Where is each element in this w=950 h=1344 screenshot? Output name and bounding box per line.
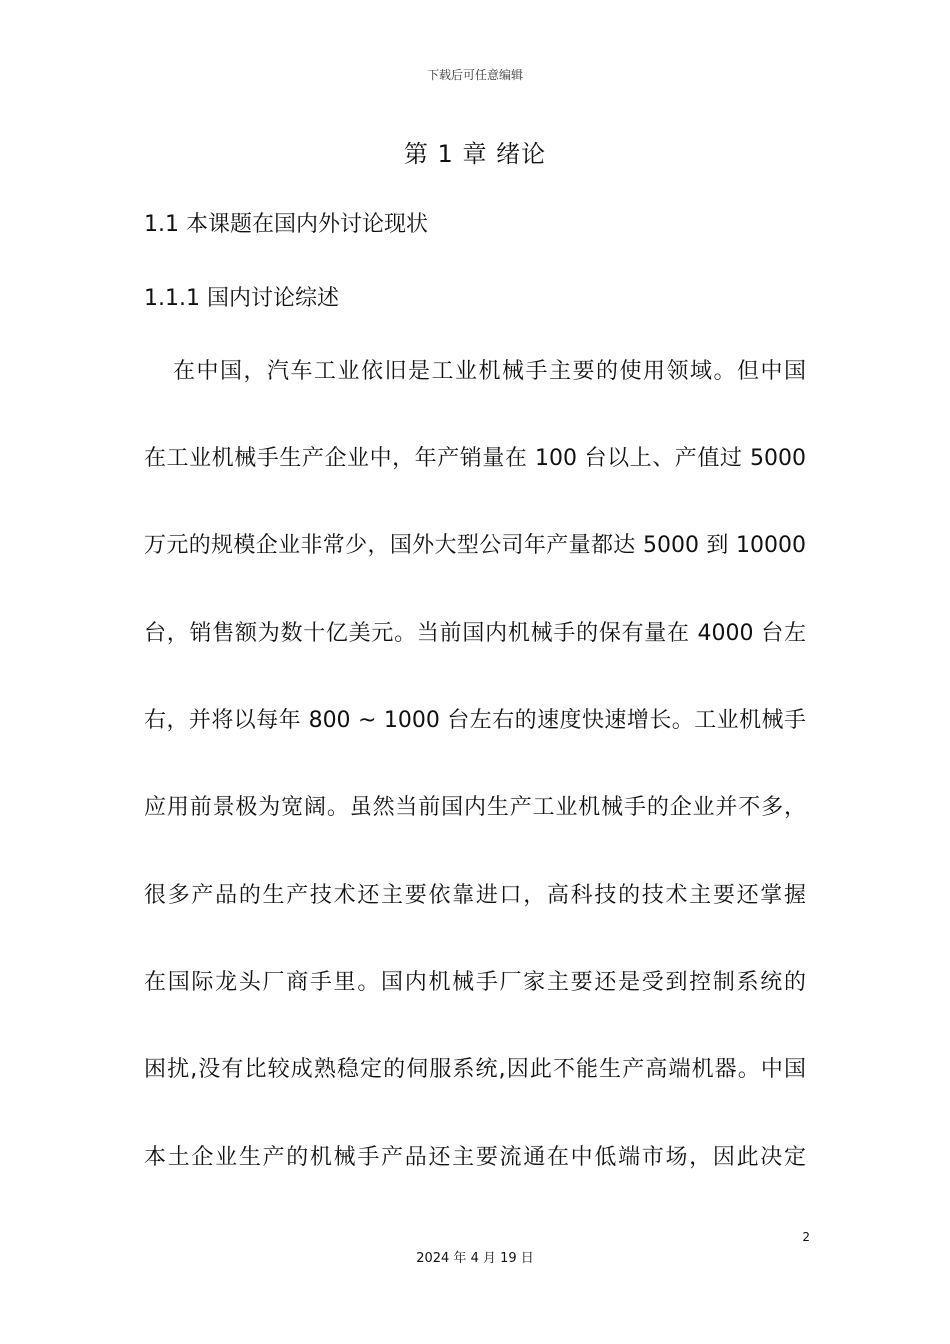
paragraph-line: 右，并将以每年 800 ~ 1000 台左右的速度快速增长。工业机械手 (144, 708, 806, 733)
page-number: 2 (802, 1230, 810, 1244)
chapter-title: 第 1 章 绪论 (403, 140, 547, 168)
paragraph-line: 本土企业生产的机械手产品还主要流通在中低端市场，因此决定 (144, 1145, 806, 1170)
paragraph-line: 很多产品的生产技术还主要依靠进口，高科技的技术主要还掌握 (144, 883, 806, 908)
paragraph-line: 应用前景极为宽阔。虽然当前国内生产工业机械手的企业并不多， (144, 795, 806, 820)
paragraph-line: 在中国，汽车工业依旧是工业机械手主要的使用领域。但中国 (173, 359, 806, 384)
footer-date: 2024 年 4 月 19 日 (416, 1251, 534, 1266)
paragraph-line: 万元的规模企业非常少，国外大型公司年产量都达 5000 到 10000 (144, 533, 806, 558)
header-note: 下载后可任意编辑 (426, 68, 523, 82)
subsection-heading: 1.1.1 国内讨论综述 (144, 286, 339, 311)
paragraph-line: 在国际龙头厂商手里。国内机械手厂家主要还是受到控制系统的 (144, 970, 806, 995)
paragraph-line: 在工业机械手生产企业中，年产销量在 100 台以上、产值过 5000 (144, 446, 806, 471)
paragraph-line: 困扰,没有比较成熟稳定的伺服系统,因此不能生产高端机器。中国 (144, 1057, 806, 1082)
section-heading: 1.1 本课题在国内外讨论现状 (144, 212, 428, 237)
paragraph-line: 台，销售额为数十亿美元。当前国内机械手的保有量在 4000 台左 (144, 621, 806, 646)
